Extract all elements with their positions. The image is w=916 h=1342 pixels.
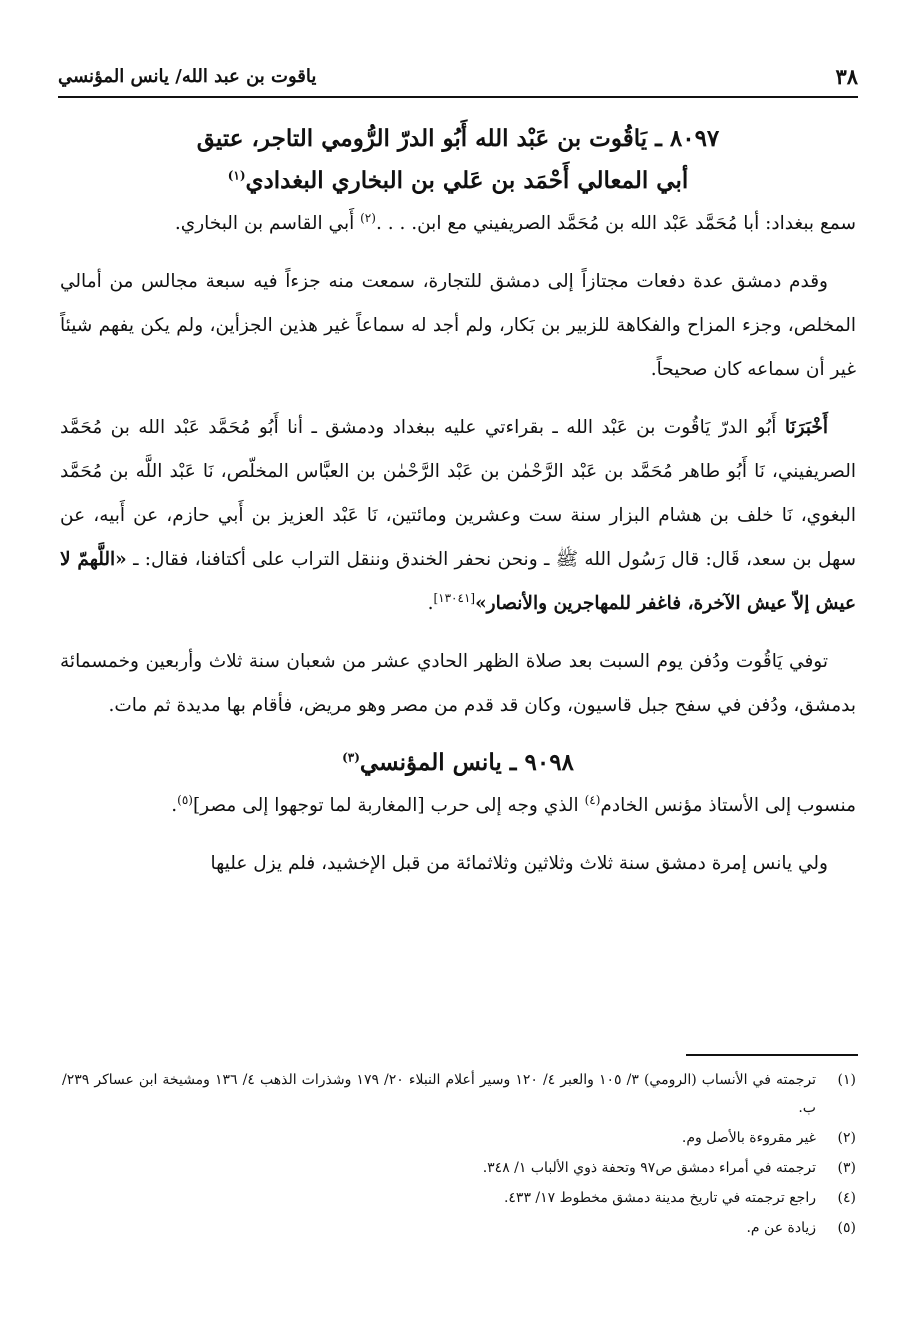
footnote-ref: (٥) <box>177 792 193 807</box>
paragraph: توفي يَاقُوت ودُفن يوم السبت بعد صلاة الظهر الحادي عشر من شعبان سنة ثلاث وأربعين وخمسمائة بدمشق، ودُفن في سفح جبل قاسيون، وكان قد قدم من مصر وهو مريض، فأقام بها مديدة ثم مات. <box>60 651 856 716</box>
footnote-ref: (٣) <box>342 750 360 765</box>
entry-heading-9098 <box>60 742 856 784</box>
footnote-item <box>62 1124 856 1152</box>
akhbarana-word: أَخْبَرَنَا <box>784 417 828 438</box>
paragraph-text: أَبُو الدرّ يَاقُوت بن عَبْد الله ـ بقراءتي عليه ببغداد ودمشق ـ أنا أَبُو مُحَمَّد عَبْد الله بن مُحَمَّد الصريفيني، نَا أَبُو طاهر مُحَمَّد بن عَبْد الرَّحْمٰن بن عَبْد الرَّحْمٰن بن العبَّاس المخلّص، نَا عَبْد اللَّه بن مُحَمَّد البغوي، نَا خلف بن هشام البزار سنة ست وعشرين ومائتين، نَا عَبْد العزيز بن أَبي حازم، عن أَبيه، عن سهل بن سعد، قَال: قال رَسُول الله ﷺ ـ ونحن نحفر الخندق وننقل التراب على أكتافنا، فقال: ـ <box>60 417 856 570</box>
footnote-number: (٢) <box>837 1130 856 1146</box>
footnote-text: ترجمته في الأنساب (الرومي) ٣/ ١٠٥ والعبر ٤/ ١٢٠ وسير أعلام النبلاء ٢٠/ ١٧٩ وشذرات الذهب ٤/ ١٣٦ ومشيخة ابن عساكر ٢٣٩/ ب. <box>62 1072 817 1116</box>
footnote-item <box>62 1154 856 1182</box>
footnote-ref: (٤) <box>584 792 601 807</box>
footnote-separator <box>686 1054 858 1056</box>
page-body <box>60 118 856 900</box>
footnote-ref: (٢) <box>360 210 376 225</box>
paragraph-isnad <box>60 406 856 626</box>
footnote-text: راجع ترجمته في تاريخ مدينة دمشق مخطوط ١٧/ ٤٣٣. <box>503 1190 816 1206</box>
paragraph-text: . <box>427 593 434 614</box>
entry-heading-text: ٩٠٩٨ ـ يانس المؤنسي <box>359 749 574 776</box>
footnote-number: (٣) <box>837 1160 856 1176</box>
running-header <box>58 56 858 98</box>
paragraph: ولي يانس إمرة دمشق سنة ثلاث وثلاثين وثلاثمائة من قبل الإخشيد، فلم يزل عليها <box>210 853 828 874</box>
footnote-text: ترجمته في أمراء دمشق ص٩٧ وتحفة ذوي الألباب ١/ ٣٤٨. <box>482 1160 816 1176</box>
footnote-number: (٥) <box>837 1220 856 1236</box>
footnotes <box>62 1066 856 1244</box>
footnote-item <box>62 1214 856 1242</box>
paragraph <box>60 784 856 828</box>
paragraph-text: منسوب إلى الأستاذ مؤنس الخادم <box>600 795 856 816</box>
running-header-title: ياقوت بن عبد الله/ يانس المؤنسي <box>58 65 317 87</box>
footnote-text: زيادة عن م. <box>746 1220 816 1236</box>
paragraph-text: سمع ببغداد: أبا مُحَمَّد عَبْد الله بن مُحَمَّد الصريفيني مع ابن. . . . <box>375 213 856 234</box>
footnote-item <box>62 1184 856 1212</box>
page-number: ٣٨ <box>835 63 858 89</box>
footnote-ref: (١) <box>227 168 246 183</box>
paragraph: وقدم دمشق عدة دفعات مجتازاً إلى دمشق للتجارة، سمعت منه جزءاً فيه سبعة مجالس من أمالي المخلص، وجزء المزاح والفكاهة للزبير بن بَكار، ولم أجد له سماعاً غير هذين الجزأين، ولم يكن يفهم شيئاً غير أن سماعه كان صحيحاً. <box>60 271 856 380</box>
footnote-item <box>62 1066 856 1122</box>
paragraph-text: . <box>171 795 178 816</box>
paragraph-text: أَبي القاسم بن البخاري. <box>174 213 361 234</box>
footnote-number: (١) <box>837 1072 856 1088</box>
entry-heading-line-2 <box>60 160 856 202</box>
entry-heading-line-2-text: أبي المعالي أَحْمَد بن عَلي بن البخاري البغدادي <box>245 167 689 194</box>
entry-heading-line-1: ٨٠٩٧ ـ يَاقُوت بن عَبْد الله أَبُو الدرّ الرُّومي التاجر، عتيق <box>196 125 720 152</box>
footnote-text: غير مقروءة بالأصل وم. <box>681 1130 816 1146</box>
paragraph <box>60 202 856 246</box>
paragraph-text: الذي وجه إلى حرب [المغاربة لما توجهوا إلى مصر] <box>192 795 585 816</box>
footnote-number: (٤) <box>837 1190 856 1206</box>
hadith-text: «اللَّهمّ لا عيش إلاّ عيش الآخرة، فاغفر للمهاجرين والأنصار» <box>60 549 856 614</box>
hadith-number: [١٣٠٤١] <box>433 590 476 605</box>
entry-heading-8097 <box>60 118 856 202</box>
